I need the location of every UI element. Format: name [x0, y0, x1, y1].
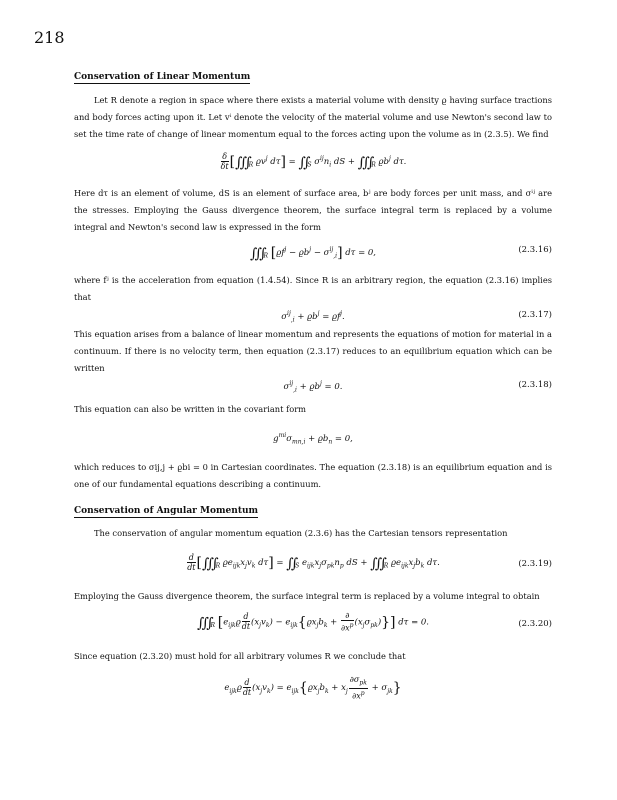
section-heading-angular-momentum: Conservation of Angular Momentum — [74, 506, 259, 516]
equation-2-3-18: $\sigma^{ij}_{,i} + ϱb^j = 0$. (2.3.18) — [283, 380, 552, 394]
section-heading-linear-momentum: Conservation of Linear Momentum — [74, 72, 251, 82]
equation-covariant-form: $g^{mi}\sigma_{mn,i} + ϱb_n = 0$, — [273, 432, 353, 446]
equation-2-3-17: $\sigma^{ij}_{,i} + ϱb^j = ϱf^j$. (2.3.17) — [281, 310, 552, 324]
equation-2-3-20: $∭_R$ [$e_{ijk}ϱ$ $\frac{d}{dt}$ $(x_jv_k) - e_{ijk}\{ϱx_jb_k$ + $\frac{\partial}{\partial x^p}$ $(x_j\sigma_{pk})$}] dτ = 0. (2.3.20) — [196, 611, 552, 633]
equation-number: (2.3.19) — [518, 559, 552, 569]
paragraph: Let R denote a region in space where there exists a material volume with density ϱ having surface tractions and body forces acting upon it. Let vⁱ denote the velocity of the material volume and use Newton's second law to set the time rate of change of linear momentum equal to the forces acting upon the volume as in (2.3.5). We find — [74, 95, 552, 139]
equation-2-3-19: $\frac{d}{dt}$ [$∭_R$ $ϱe_{ijk}x_jv_k$ $d\tau] = ∬_S$ $e_{ijk}x_j\sigma_{pk}n_p$ dS + $∭_R$ $ϱe_{ijk}x_jb_k$ dτ. (2.3.19) — [187, 553, 552, 572]
paragraph: This equation can also be written in the covariant form — [74, 404, 307, 414]
paragraph: Here dτ is an element of volume, dS is an element of surface area, bʲ are body forces per unit mass, and σⁱʲ are the stresses. Employing the Gauss divergence theorem, the surface integral term is replaced by a volume integral and Newton's second law is expressed in the form — [74, 188, 552, 232]
page-number: 218 — [34, 28, 65, 47]
paragraph: This equation arises from a balance of linear momentum and represents the equations of motion for material in a continuum. If there is no velocity term, then equation (2.3.17) reduces to an equilibrium equation which can be written — [74, 329, 552, 373]
equation-linear-momentum-integral: $\frac{\delta}{\delta t}$ [$∭_R$ $ϱv^j$ $d\tau] = ∬_S$ $\sigma^{ij}n_i$ dS + $∭_R$ $ϱb^j$ dτ. — [220, 152, 407, 171]
paragraph: which reduces to σij,j + ϱbi = 0 in Cartesian coordinates. The equation (2.3.18) is an equilibrium equation and is one of our fundamental equations describing a continuum. — [74, 462, 552, 489]
equation-number: (2.3.20) — [518, 619, 552, 629]
equation-number: (2.3.16) — [518, 245, 552, 255]
paragraph: where fʲ is the acceleration from equation (1.4.54). Since R is an arbitrary region, the equation (2.3.16) implies that — [74, 275, 552, 302]
equation-number: (2.3.17) — [518, 310, 552, 320]
equation-angular-momentum-result: $e_{ijk}ϱ$ $\frac{d}{dt}$ $(x_jv_k) = e_{ijk}\{ϱx_jb_k + x_j$ $\frac{\partial\sigma_{pk}}{\partial x^p}$ + $\sigma_{jk}$} — [224, 675, 402, 701]
equation-2-3-16: $∭_R$ $[ϱf^j - ϱb^j - \sigma^{ij}_{,i}] d\tau = 0$, (2.3.16) — [249, 245, 552, 262]
paragraph: Since equation (2.3.20) must hold for all arbitrary volumes R we conclude that — [74, 651, 406, 661]
equation-number: (2.3.18) — [518, 380, 552, 390]
paragraph: The conservation of angular momentum equation (2.3.6) has the Cartesian tensors representation — [94, 528, 508, 538]
paragraph: Employing the Gauss divergence theorem, the surface integral term is replaced by a volume integral to obtain — [74, 591, 540, 601]
